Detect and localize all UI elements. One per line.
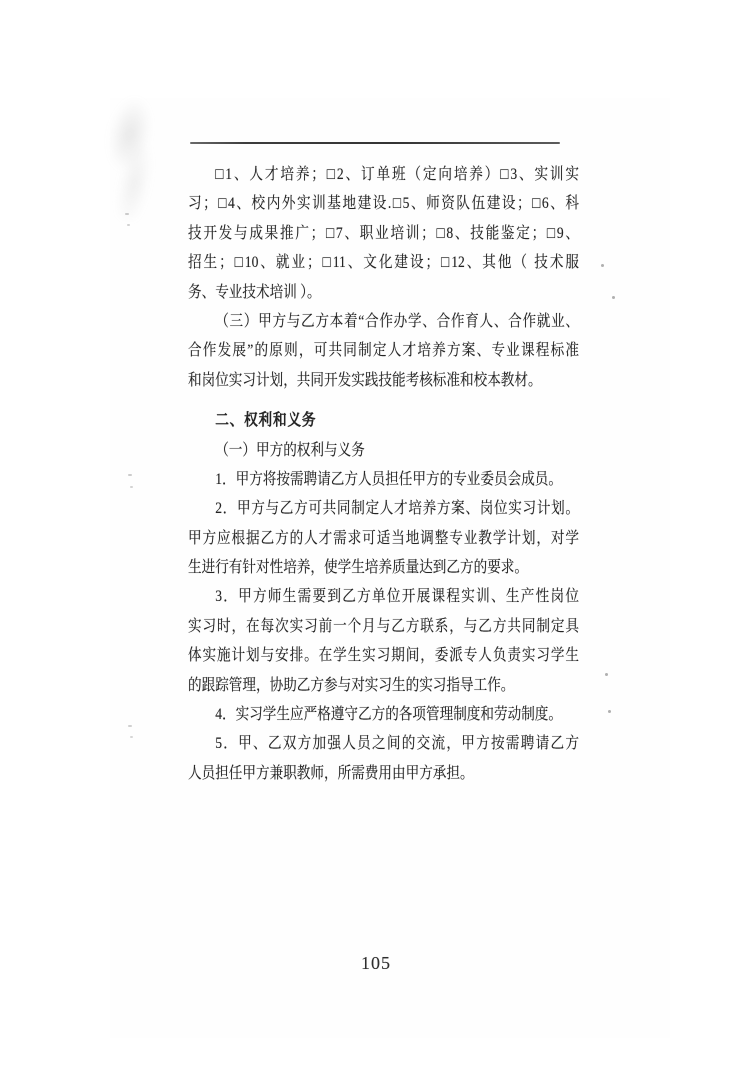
document-line: □1、人才培养；□2、订单班（定向培养）□3、实训实	[215, 166, 579, 183]
document-line: （三）甲方与乙方本着“合作办学、合作育人、合作就业、	[215, 312, 579, 330]
document-line: 5．甲、乙双方加强人员之间的交流，甲方按需聘请乙方	[215, 735, 579, 753]
scan-artifact-speck	[125, 213, 129, 215]
document-line: 技开发与成果推广；□7、职业培训；□8、技能鉴定；□9、	[188, 224, 579, 242]
document-line: 务、专业技术培训 ）。	[188, 283, 321, 301]
scan-artifact-speck	[128, 725, 132, 727]
document-line: 合作发展”的原则，可共同制定人才培养方案、专业课程标准	[188, 342, 579, 360]
document-line: （一）甲方的权利与义务	[215, 441, 365, 459]
scan-artifact-speck	[601, 264, 604, 267]
scan-artifact-speck	[130, 486, 133, 488]
document-line: 的跟踪管理，协助乙方参与对实习生的实习指导工作。	[188, 676, 515, 694]
document-line: 实习时，在每次实习前一个月与乙方联系，与乙方共同制定具	[188, 617, 579, 635]
document-line: 4．实习学生应严格遵守乙方的各项管理制度和劳动制度。	[215, 706, 563, 724]
document-line: 3．甲方师生需要到乙方单位开展课程实训、生产性岗位	[215, 588, 579, 606]
scan-artifact-speck	[127, 224, 130, 226]
document-body	[188, 160, 579, 788]
scan-artifact-speck	[128, 474, 132, 476]
section-heading: 二、权利和义务	[215, 412, 317, 430]
document-line: 招生；□10、就业；□11、文化建设；□12、其他（ 技术服	[188, 254, 579, 272]
document-line: 2．甲方与乙方可共同制定人才培养方案、岗位实习计划。	[215, 500, 579, 518]
page-number: 105	[361, 953, 391, 973]
scan-artifact-speck	[608, 710, 611, 713]
scan-artifact-speck	[605, 673, 608, 676]
document-line: 1．甲方将按需聘请乙方人员担任甲方的专业委员会成员。	[215, 470, 563, 488]
document-line: 体实施计划与安排。在学生实习期间，委派专人负责实习学生	[188, 647, 579, 665]
scan-artifact-speck	[612, 296, 615, 299]
document-line: 生进行有针对性培养，使学生培养质量达到乙方的要求。	[188, 559, 529, 577]
document-line: 习；□4、校内外实训基地建设.□5、师资队伍建设；□6、科	[188, 195, 579, 213]
document-line: 人员担任甲方兼职教师，所需费用由甲方承担。	[188, 764, 474, 782]
header-rule	[190, 142, 560, 144]
document-line: 和岗位实习计划，共同开发实践技能考核标准和校本教材。	[188, 371, 542, 389]
scan-artifact-speck	[130, 736, 133, 738]
document-line: 甲方应根据乙方的人才需求可适当地调整专业教学计划，对学	[188, 529, 579, 547]
